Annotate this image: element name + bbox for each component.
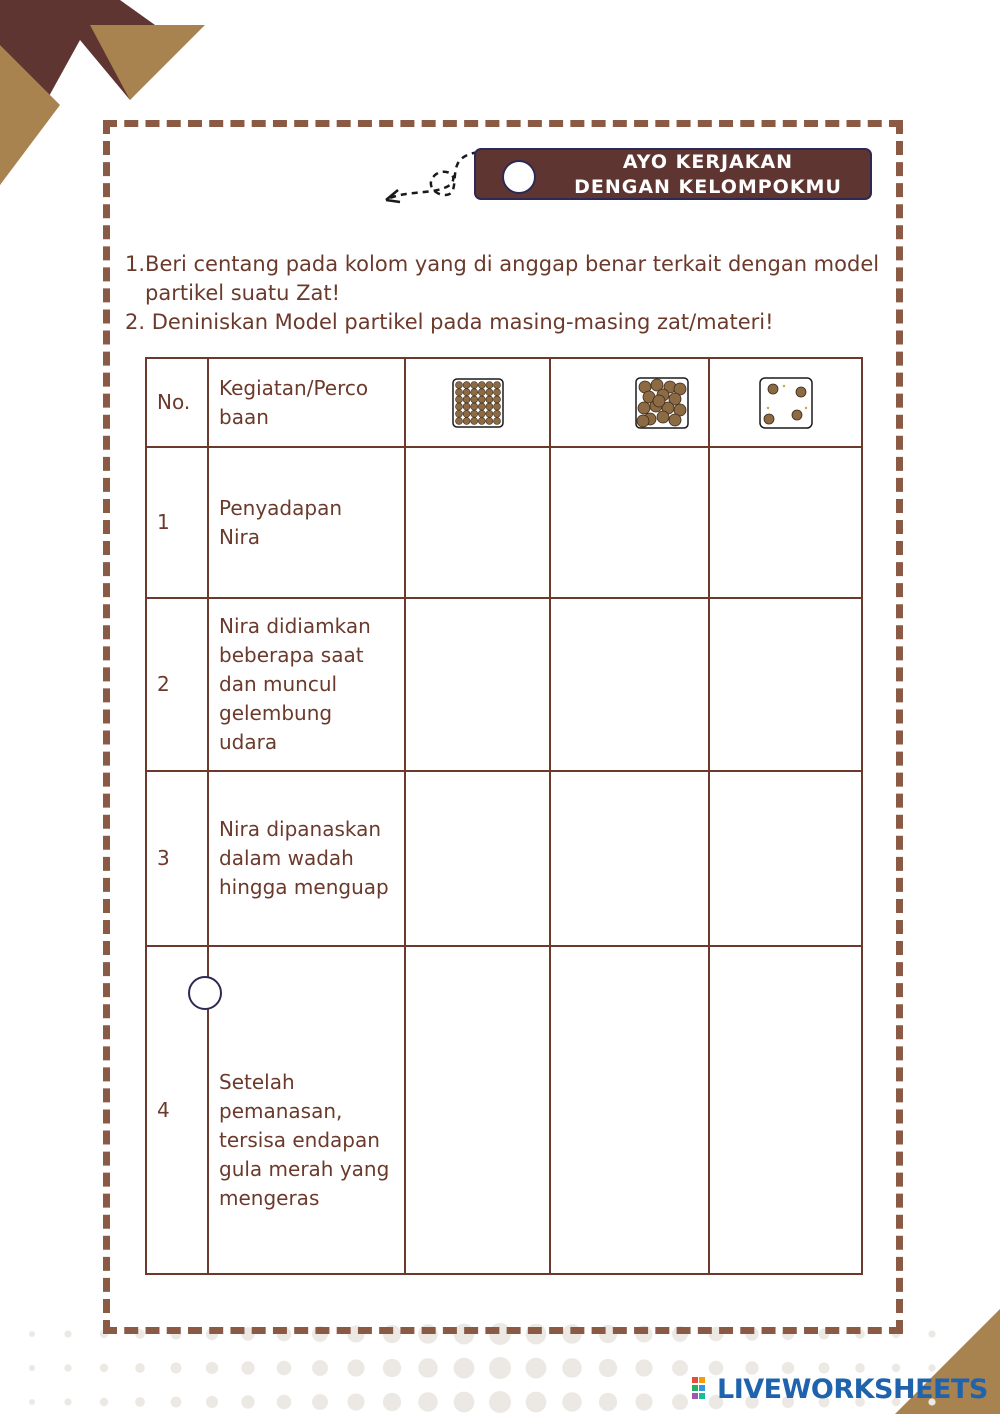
pattern-dot	[241, 1361, 254, 1374]
pattern-dot	[241, 1395, 254, 1408]
pattern-dot	[489, 1391, 511, 1413]
pattern-dot	[418, 1392, 438, 1412]
pattern-dot	[599, 1393, 617, 1411]
row-4-solid-check[interactable]	[405, 946, 550, 1274]
pattern-dot	[171, 1363, 182, 1374]
pattern-dot	[892, 1364, 900, 1372]
solid-particle	[485, 410, 492, 417]
row-4-liquid-check[interactable]	[550, 946, 709, 1274]
pattern-dot	[64, 1330, 71, 1337]
pattern-dot	[29, 1365, 35, 1371]
table-row	[146, 771, 862, 946]
table-row	[146, 447, 862, 598]
solid-particle	[493, 388, 500, 395]
row-2-liquid-check[interactable]	[550, 598, 709, 771]
worksheet-table	[145, 357, 863, 1275]
table-row	[146, 598, 862, 771]
pattern-dot	[64, 1364, 71, 1371]
row-2-solid-check[interactable]	[405, 598, 550, 771]
pattern-dot	[206, 1396, 218, 1408]
solid-particles-icon	[452, 378, 504, 428]
pattern-dot	[672, 1394, 688, 1410]
row-4-gas-check[interactable]	[709, 946, 862, 1274]
gas-particles-icon	[759, 377, 813, 429]
solid-particle	[485, 403, 492, 410]
liquid-particle	[637, 415, 649, 427]
instructions	[125, 250, 885, 337]
row-4-activity: Setelah pemanasan, tersisa endapan gula merah yang mengeras	[208, 946, 405, 1274]
pattern-dot	[135, 1363, 145, 1373]
solid-particle	[478, 403, 485, 410]
solid-particle	[493, 403, 500, 410]
instruction-1-line2: partikel suatu Zat!	[145, 281, 340, 305]
row-1-solid-check[interactable]	[405, 447, 550, 598]
row-3-solid-check[interactable]	[405, 771, 550, 946]
table-header-row	[146, 358, 862, 447]
row-1-activity: Penyadapan Nira	[208, 447, 405, 598]
row-3-activity: Nira dipanaskan dalam wadah hingga menguap	[208, 771, 405, 946]
solid-particle	[478, 381, 485, 388]
solid-particle	[463, 388, 470, 395]
solid-particle	[485, 388, 492, 395]
solid-particle	[493, 395, 500, 402]
pattern-dot	[928, 1330, 935, 1337]
pattern-dot	[489, 1357, 511, 1379]
row-3-no: 3	[146, 771, 208, 946]
pattern-dot	[277, 1395, 292, 1410]
pattern-dot	[635, 1359, 652, 1376]
solid-particle	[485, 395, 492, 402]
solid-particle	[455, 381, 462, 388]
header-gas	[709, 358, 862, 447]
solid-particle	[455, 410, 462, 417]
solid-particle	[455, 395, 462, 402]
pattern-dot	[526, 1358, 547, 1379]
liquid-particle	[657, 411, 669, 423]
solid-particle	[485, 417, 492, 424]
banner-title-line2: DENGAN KELOMPOKMU	[574, 176, 842, 198]
header-liquid	[550, 358, 709, 447]
solid-particle	[470, 403, 477, 410]
row-1-no: 1	[146, 447, 208, 598]
pattern-dot	[100, 1364, 108, 1372]
pattern-dot	[347, 1359, 364, 1376]
pattern-dot	[171, 1397, 182, 1408]
liquid-particle	[638, 402, 650, 414]
pattern-dot	[454, 1358, 475, 1379]
solid-particle	[470, 381, 477, 388]
solid-particle	[478, 410, 485, 417]
solid-particle	[485, 381, 492, 388]
banner-circle-icon	[502, 160, 536, 194]
solid-particle	[478, 417, 485, 424]
header-activity: Kegiatan/Perco baan	[208, 358, 405, 447]
solid-particle	[463, 395, 470, 402]
row-1-liquid-check[interactable]	[550, 447, 709, 598]
solid-particle	[455, 417, 462, 424]
liveworksheets-brand	[692, 1372, 988, 1406]
pattern-dot	[454, 1392, 475, 1413]
side-circle-icon	[188, 976, 222, 1010]
header-solid	[405, 358, 550, 447]
pattern-dot	[206, 1362, 218, 1374]
brand-name: LIVEWORKSHEETS	[717, 1373, 988, 1405]
row-4-no: 4	[146, 946, 208, 1274]
solid-particle	[470, 410, 477, 417]
solid-particle	[455, 403, 462, 410]
solid-particle	[493, 417, 500, 424]
row-3-liquid-check[interactable]	[550, 771, 709, 946]
pattern-dot	[277, 1361, 292, 1376]
banner-title-line1: AYO KERJAKAN	[622, 151, 794, 173]
liquid-particle	[669, 414, 681, 426]
table-row	[146, 946, 862, 1274]
solid-particle	[470, 417, 477, 424]
liquid-particle	[653, 395, 665, 407]
pattern-dot	[599, 1359, 617, 1377]
liquid-particles-icon	[635, 377, 689, 429]
pattern-dot	[312, 1360, 328, 1376]
pattern-dot	[135, 1397, 145, 1407]
header-no: No.	[146, 358, 208, 447]
pattern-dot	[562, 1392, 582, 1412]
pattern-dot	[418, 1358, 438, 1378]
pattern-dot	[383, 1359, 401, 1377]
solid-particle	[478, 388, 485, 395]
solid-particle	[493, 410, 500, 417]
row-2-no: 2	[146, 598, 208, 771]
liveworksheets-logo-icon	[692, 1375, 714, 1403]
pattern-dot	[526, 1392, 547, 1413]
solid-particle	[470, 388, 477, 395]
solid-particle	[455, 388, 462, 395]
instruction-1-line1: 1.Beri centang pada kolom yang di anggap benar terkait dengan model	[125, 252, 880, 276]
solid-particle	[463, 417, 470, 424]
row-3-gas-check[interactable]	[709, 771, 862, 946]
pattern-dot	[29, 1399, 35, 1405]
pattern-dot	[64, 1398, 71, 1405]
pattern-dot	[100, 1398, 108, 1406]
solid-particle	[463, 403, 470, 410]
solid-particle	[463, 410, 470, 417]
pattern-dot	[312, 1394, 328, 1410]
instruction-2: 2. Deniniskan Model partikel pada masing-masing zat/materi!	[125, 310, 774, 334]
pattern-dot	[562, 1358, 582, 1378]
solid-particle	[493, 381, 500, 388]
solid-particle	[463, 381, 470, 388]
row-1-gas-check[interactable]	[709, 447, 862, 598]
pattern-dot	[383, 1393, 401, 1411]
solid-particle	[478, 395, 485, 402]
pattern-dot	[29, 1331, 35, 1337]
solid-particle	[470, 395, 477, 402]
row-2-activity: Nira didiamkan beberapa saat dan muncul gelembung udara	[208, 598, 405, 771]
pattern-dot	[928, 1364, 935, 1371]
row-2-gas-check[interactable]	[709, 598, 862, 771]
pattern-dot	[672, 1360, 688, 1376]
pattern-dot	[635, 1393, 652, 1410]
pattern-dot	[347, 1393, 364, 1410]
